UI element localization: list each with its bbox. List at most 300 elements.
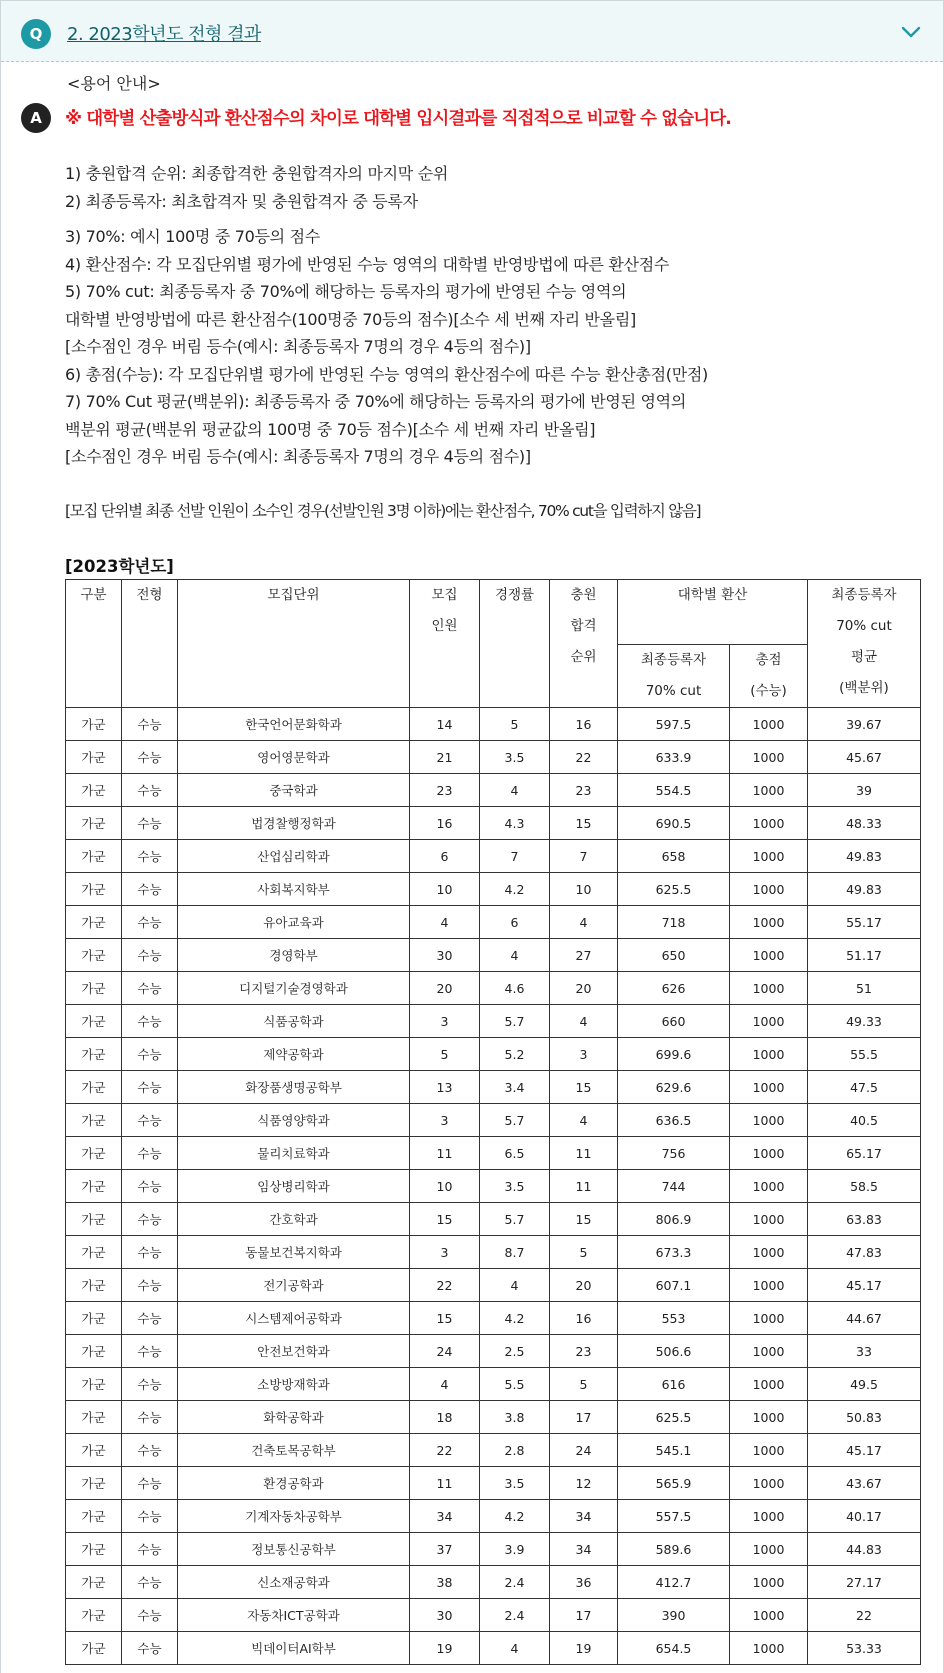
answer-badge: A — [21, 103, 51, 133]
warning-text: ※ 대학별 산출방식과 환산점수의 차이로 대학별 입시결과를 직접적으로 비교할 수 없습니다. — [65, 109, 731, 129]
cell-cut70: 589.6 — [618, 1533, 730, 1566]
cell-unit: 신소재공학과 — [178, 1566, 410, 1599]
cell-type: 수능 — [122, 1500, 178, 1533]
cell-category: 가군 — [66, 972, 122, 1005]
cell-quota: 18 — [410, 1401, 480, 1434]
cell-unit: 안전보건학과 — [178, 1335, 410, 1368]
cell-total: 1000 — [730, 1368, 808, 1401]
cell-cut70: 553 — [618, 1302, 730, 1335]
cell-avg: 48.33 — [808, 807, 921, 840]
cell-unit: 사회복지학부 — [178, 873, 410, 906]
cell-competition: 3.5 — [480, 1467, 550, 1500]
cell-avg: 47.5 — [808, 1071, 921, 1104]
cell-category: 가군 — [66, 1632, 122, 1665]
cell-avg: 22 — [808, 1599, 921, 1632]
cell-quota: 13 — [410, 1071, 480, 1104]
cell-type: 수능 — [122, 1038, 178, 1071]
question-title[interactable]: 2. 2023학년도 전형 결과 — [67, 24, 261, 45]
cell-type: 수능 — [122, 1599, 178, 1632]
table-row — [66, 1632, 921, 1665]
cell-waitlist: 4 — [550, 1104, 618, 1137]
cell-total: 1000 — [730, 1434, 808, 1467]
cell-category: 가군 — [66, 1368, 122, 1401]
cell-quota: 19 — [410, 1632, 480, 1665]
cell-category: 가군 — [66, 1071, 122, 1104]
table-row — [66, 1566, 921, 1599]
cell-type: 수능 — [122, 840, 178, 873]
cell-total: 1000 — [730, 1533, 808, 1566]
cell-type: 수능 — [122, 1005, 178, 1038]
cell-cut70: 658 — [618, 840, 730, 873]
cell-avg: 44.83 — [808, 1533, 921, 1566]
table-row — [66, 1434, 921, 1467]
cell-competition: 2.5 — [480, 1335, 550, 1368]
question-badge: Q — [21, 19, 51, 49]
header-category: 구분 — [66, 580, 122, 708]
cell-avg: 51 — [808, 972, 921, 1005]
cell-total: 1000 — [730, 939, 808, 972]
header-waitlist: 충원 합격 순위 — [550, 580, 618, 708]
cell-competition: 5.7 — [480, 1104, 550, 1137]
cell-type: 수능 — [122, 939, 178, 972]
cell-avg: 55.5 — [808, 1038, 921, 1071]
note-line: 3) 70%: 예시 100명 중 70등의 점수 — [65, 227, 320, 246]
cell-quota: 38 — [410, 1566, 480, 1599]
cell-avg: 39 — [808, 774, 921, 807]
cell-unit: 자동차ICT공학과 — [178, 1599, 410, 1632]
header-unit: 모집단위 — [178, 580, 410, 708]
table-row — [66, 708, 921, 741]
cell-competition: 5.7 — [480, 1005, 550, 1038]
chevron-down-icon[interactable] — [899, 20, 923, 44]
cell-total: 1000 — [730, 1599, 808, 1632]
table-row — [66, 1203, 921, 1236]
table-row — [66, 840, 921, 873]
cell-competition: 4 — [480, 939, 550, 972]
cell-cut70: 650 — [618, 939, 730, 972]
cell-avg: 49.83 — [808, 840, 921, 873]
cell-quota: 10 — [410, 873, 480, 906]
header-cut70: 최종등록자 70% cut — [618, 645, 730, 708]
cell-total: 1000 — [730, 873, 808, 906]
cell-competition: 4 — [480, 774, 550, 807]
table-row — [66, 1599, 921, 1632]
cell-avg: 44.67 — [808, 1302, 921, 1335]
cell-quota: 30 — [410, 939, 480, 972]
cell-unit: 환경공학과 — [178, 1467, 410, 1500]
selection-notice: [모집 단위별 최종 선발 인원이 소수인 경우(선발인원 3명 이하)에는 환산점수, 70% cut을 입력하지 않음] — [65, 502, 701, 520]
cell-total: 1000 — [730, 1170, 808, 1203]
cell-total: 1000 — [730, 1401, 808, 1434]
cell-type: 수능 — [122, 1533, 178, 1566]
cell-waitlist: 4 — [550, 906, 618, 939]
cell-type: 수능 — [122, 1368, 178, 1401]
cell-category: 가군 — [66, 1467, 122, 1500]
cell-total: 1000 — [730, 906, 808, 939]
note-line: 2) 최종등록자: 최초합격자 및 충원합격자 중 등록자 — [65, 191, 418, 211]
cell-competition: 4.2 — [480, 1302, 550, 1335]
cell-total: 1000 — [730, 1071, 808, 1104]
cell-cut70: 554.5 — [618, 774, 730, 807]
table-row — [66, 1038, 921, 1071]
cell-quota: 11 — [410, 1137, 480, 1170]
cell-waitlist: 5 — [550, 1368, 618, 1401]
cell-cut70: 744 — [618, 1170, 730, 1203]
cell-unit: 시스템제어공학과 — [178, 1302, 410, 1335]
cell-unit: 빅데이터AI학부 — [178, 1632, 410, 1665]
table-row — [66, 906, 921, 939]
cell-type: 수능 — [122, 1236, 178, 1269]
cell-cut70: 597.5 — [618, 708, 730, 741]
cell-waitlist: 11 — [550, 1170, 618, 1203]
cell-category: 가군 — [66, 906, 122, 939]
cell-avg: 65.17 — [808, 1137, 921, 1170]
cell-avg: 49.83 — [808, 873, 921, 906]
header-total: 총점 (수능) — [730, 645, 808, 708]
cell-competition: 7 — [480, 840, 550, 873]
cell-competition: 4.6 — [480, 972, 550, 1005]
table-row — [66, 972, 921, 1005]
cell-category: 가군 — [66, 1500, 122, 1533]
cell-waitlist: 11 — [550, 1137, 618, 1170]
cell-total: 1000 — [730, 1005, 808, 1038]
cell-avg: 27.17 — [808, 1566, 921, 1599]
cell-competition: 5.5 — [480, 1368, 550, 1401]
cell-unit: 임상병리학과 — [178, 1170, 410, 1203]
cell-type: 수능 — [122, 1071, 178, 1104]
header-quota: 모집 인원 — [410, 580, 480, 708]
cell-competition: 5.2 — [480, 1038, 550, 1071]
cell-competition: 6 — [480, 906, 550, 939]
cell-total: 1000 — [730, 1632, 808, 1665]
cell-avg: 45.67 — [808, 741, 921, 774]
cell-total: 1000 — [730, 1302, 808, 1335]
cell-type: 수능 — [122, 1137, 178, 1170]
cell-competition: 4.2 — [480, 1500, 550, 1533]
cell-type: 수능 — [122, 972, 178, 1005]
cell-type: 수능 — [122, 1203, 178, 1236]
table-row — [66, 1302, 921, 1335]
cell-waitlist: 27 — [550, 939, 618, 972]
table-row — [66, 1467, 921, 1500]
question-header[interactable] — [1, 0, 943, 62]
cell-cut70: 660 — [618, 1005, 730, 1038]
cell-cut70: 390 — [618, 1599, 730, 1632]
cell-avg: 40.5 — [808, 1104, 921, 1137]
cell-type: 수능 — [122, 741, 178, 774]
cell-category: 가군 — [66, 1236, 122, 1269]
cell-category: 가군 — [66, 873, 122, 906]
cell-avg: 55.17 — [808, 906, 921, 939]
table-row — [66, 1368, 921, 1401]
table-row — [66, 873, 921, 906]
cell-total: 1000 — [730, 1566, 808, 1599]
cell-unit: 디지털기술경영학과 — [178, 972, 410, 1005]
cell-waitlist: 12 — [550, 1467, 618, 1500]
cell-type: 수능 — [122, 1335, 178, 1368]
cell-competition: 3.8 — [480, 1401, 550, 1434]
cell-cut70: 607.1 — [618, 1269, 730, 1302]
cell-category: 가군 — [66, 1038, 122, 1071]
cell-total: 1000 — [730, 1335, 808, 1368]
cell-competition: 6.5 — [480, 1137, 550, 1170]
cell-cut70: 633.9 — [618, 741, 730, 774]
cell-competition: 8.7 — [480, 1236, 550, 1269]
cell-cut70: 412.7 — [618, 1566, 730, 1599]
cell-quota: 34 — [410, 1500, 480, 1533]
cell-competition: 3.5 — [480, 741, 550, 774]
cell-total: 1000 — [730, 1269, 808, 1302]
cell-waitlist: 34 — [550, 1500, 618, 1533]
cell-category: 가군 — [66, 1005, 122, 1038]
cell-quota: 5 — [410, 1038, 480, 1071]
cell-type: 수능 — [122, 1401, 178, 1434]
cell-competition: 4.2 — [480, 873, 550, 906]
cell-category: 가군 — [66, 1269, 122, 1302]
cell-cut70: 625.5 — [618, 873, 730, 906]
cell-total: 1000 — [730, 972, 808, 1005]
cell-quota: 14 — [410, 708, 480, 741]
cell-waitlist: 7 — [550, 840, 618, 873]
cell-avg: 43.67 — [808, 1467, 921, 1500]
cell-type: 수능 — [122, 1566, 178, 1599]
header-type: 전형 — [122, 580, 178, 708]
cell-unit: 간호학과 — [178, 1203, 410, 1236]
cell-category: 가군 — [66, 939, 122, 972]
cell-avg: 49.33 — [808, 1005, 921, 1038]
cell-category: 가군 — [66, 1302, 122, 1335]
cell-unit: 식품공학과 — [178, 1005, 410, 1038]
cell-quota: 37 — [410, 1533, 480, 1566]
cell-unit: 식품영양학과 — [178, 1104, 410, 1137]
cell-waitlist: 24 — [550, 1434, 618, 1467]
note-line: 1) 충원합격 순위: 최종합격한 충원합격자의 마지막 순위 — [65, 164, 449, 183]
cell-category: 가군 — [66, 741, 122, 774]
cell-quota: 4 — [410, 906, 480, 939]
cell-quota: 4 — [410, 1368, 480, 1401]
cell-competition: 3.9 — [480, 1533, 550, 1566]
cell-type: 수능 — [122, 1269, 178, 1302]
cell-cut70: 654.5 — [618, 1632, 730, 1665]
cell-type: 수능 — [122, 708, 178, 741]
cell-type: 수능 — [122, 906, 178, 939]
cell-type: 수능 — [122, 1170, 178, 1203]
cell-unit: 제약공학과 — [178, 1038, 410, 1071]
cell-avg: 49.5 — [808, 1368, 921, 1401]
table-row — [66, 1533, 921, 1566]
cell-avg: 53.33 — [808, 1632, 921, 1665]
cell-waitlist: 20 — [550, 972, 618, 1005]
table-row — [66, 1170, 921, 1203]
cell-cut70: 506.6 — [618, 1335, 730, 1368]
cell-type: 수능 — [122, 1302, 178, 1335]
term-notes — [65, 160, 925, 471]
table-row — [66, 1236, 921, 1269]
cell-avg: 39.67 — [808, 708, 921, 741]
table-row — [66, 807, 921, 840]
cell-quota: 15 — [410, 1302, 480, 1335]
cell-quota: 6 — [410, 840, 480, 873]
cell-unit: 물리치료학과 — [178, 1137, 410, 1170]
header-conversion: 대학별 환산 — [618, 580, 808, 645]
cell-category: 가군 — [66, 1137, 122, 1170]
cell-quota: 21 — [410, 741, 480, 774]
note-line: 7) 70% Cut 평균(백분위): 최종등록자 중 70%에 해당하는 등록자의 평가에 반영된 영역의 — [65, 392, 686, 411]
cell-waitlist: 23 — [550, 1335, 618, 1368]
cell-waitlist: 16 — [550, 708, 618, 741]
table-row — [66, 774, 921, 807]
table-row — [66, 741, 921, 774]
cell-avg: 51.17 — [808, 939, 921, 972]
cell-waitlist: 17 — [550, 1599, 618, 1632]
cell-total: 1000 — [730, 1236, 808, 1269]
cell-avg: 58.5 — [808, 1170, 921, 1203]
table-row — [66, 1104, 921, 1137]
cell-unit: 산업심리학과 — [178, 840, 410, 873]
cell-total: 1000 — [730, 840, 808, 873]
cell-cut70: 699.6 — [618, 1038, 730, 1071]
results-table — [65, 579, 921, 1665]
cell-unit: 경영학부 — [178, 939, 410, 972]
cell-type: 수능 — [122, 873, 178, 906]
cell-cut70: 636.5 — [618, 1104, 730, 1137]
cell-waitlist: 23 — [550, 774, 618, 807]
cell-cut70: 629.6 — [618, 1071, 730, 1104]
cell-quota: 10 — [410, 1170, 480, 1203]
header-competition: 경쟁률 — [480, 580, 550, 708]
cell-avg: 50.83 — [808, 1401, 921, 1434]
cell-quota: 3 — [410, 1104, 480, 1137]
note-line: 백분위 평균(백분위 평균값의 100명 중 70등 점수)[소수 세 번째 자리 반올림] — [65, 419, 596, 439]
note-line: 6) 총점(수능): 각 모집단위별 평가에 반영된 수능 영역의 환산점수에 따른 수능 환산총점(만점) — [65, 364, 708, 384]
cell-category: 가군 — [66, 1401, 122, 1434]
cell-competition: 4 — [480, 1269, 550, 1302]
cell-waitlist: 3 — [550, 1038, 618, 1071]
table-row — [66, 1335, 921, 1368]
cell-quota: 22 — [410, 1269, 480, 1302]
cell-unit: 전기공학과 — [178, 1269, 410, 1302]
cell-quota: 20 — [410, 972, 480, 1005]
cell-avg: 45.17 — [808, 1434, 921, 1467]
cell-total: 1000 — [730, 708, 808, 741]
cell-unit: 중국학과 — [178, 774, 410, 807]
cell-avg: 47.83 — [808, 1236, 921, 1269]
cell-quota: 22 — [410, 1434, 480, 1467]
terms-title: <용어 안내> — [67, 74, 161, 93]
cell-category: 가군 — [66, 840, 122, 873]
cell-total: 1000 — [730, 774, 808, 807]
cell-total: 1000 — [730, 807, 808, 840]
cell-quota: 24 — [410, 1335, 480, 1368]
cell-unit: 유아교육과 — [178, 906, 410, 939]
cell-waitlist: 4 — [550, 1005, 618, 1038]
cell-quota: 23 — [410, 774, 480, 807]
cell-waitlist: 34 — [550, 1533, 618, 1566]
cell-waitlist: 17 — [550, 1401, 618, 1434]
table-row — [66, 1500, 921, 1533]
cell-unit: 건축토목공학부 — [178, 1434, 410, 1467]
cell-competition: 4.3 — [480, 807, 550, 840]
cell-cut70: 673.3 — [618, 1236, 730, 1269]
table-row — [66, 939, 921, 972]
cell-category: 가군 — [66, 1599, 122, 1632]
cell-competition: 2.4 — [480, 1566, 550, 1599]
cell-cut70: 565.9 — [618, 1467, 730, 1500]
cell-cut70: 545.1 — [618, 1434, 730, 1467]
cell-category: 가군 — [66, 1566, 122, 1599]
cell-competition: 2.4 — [480, 1599, 550, 1632]
cell-competition: 4 — [480, 1632, 550, 1665]
table-row — [66, 1005, 921, 1038]
cell-unit: 소방방재학과 — [178, 1368, 410, 1401]
cell-total: 1000 — [730, 1203, 808, 1236]
cell-category: 가군 — [66, 708, 122, 741]
cell-quota: 16 — [410, 807, 480, 840]
cell-total: 1000 — [730, 1500, 808, 1533]
cell-waitlist: 16 — [550, 1302, 618, 1335]
cell-quota: 11 — [410, 1467, 480, 1500]
cell-avg: 45.17 — [808, 1269, 921, 1302]
cell-waitlist: 15 — [550, 1203, 618, 1236]
cell-waitlist: 36 — [550, 1566, 618, 1599]
table-row — [66, 1401, 921, 1434]
table-row — [66, 1269, 921, 1302]
cell-cut70: 690.5 — [618, 807, 730, 840]
cell-category: 가군 — [66, 807, 122, 840]
cell-waitlist: 20 — [550, 1269, 618, 1302]
cell-cut70: 625.5 — [618, 1401, 730, 1434]
cell-quota: 15 — [410, 1203, 480, 1236]
year-label: [2023학년도] — [65, 557, 174, 576]
cell-waitlist: 15 — [550, 807, 618, 840]
header-avg: 최종등록자 70% cut 평균 (백분위) — [808, 580, 921, 708]
cell-cut70: 557.5 — [618, 1500, 730, 1533]
cell-total: 1000 — [730, 741, 808, 774]
cell-competition: 5 — [480, 708, 550, 741]
cell-unit: 정보통신공학부 — [178, 1533, 410, 1566]
cell-cut70: 806.9 — [618, 1203, 730, 1236]
cell-unit: 한국언어문화학과 — [178, 708, 410, 741]
cell-cut70: 756 — [618, 1137, 730, 1170]
cell-quota: 3 — [410, 1236, 480, 1269]
cell-waitlist: 19 — [550, 1632, 618, 1665]
cell-quota: 3 — [410, 1005, 480, 1038]
cell-waitlist: 22 — [550, 741, 618, 774]
cell-category: 가군 — [66, 1104, 122, 1137]
cell-unit: 영어영문학과 — [178, 741, 410, 774]
cell-cut70: 616 — [618, 1368, 730, 1401]
cell-quota: 30 — [410, 1599, 480, 1632]
cell-unit: 화학공학과 — [178, 1401, 410, 1434]
cell-total: 1000 — [730, 1038, 808, 1071]
cell-category: 가군 — [66, 1434, 122, 1467]
cell-unit: 화장품생명공학부 — [178, 1071, 410, 1104]
cell-total: 1000 — [730, 1137, 808, 1170]
cell-waitlist: 10 — [550, 873, 618, 906]
cell-category: 가군 — [66, 774, 122, 807]
cell-type: 수능 — [122, 1632, 178, 1665]
cell-competition: 3.4 — [480, 1071, 550, 1104]
cell-category: 가군 — [66, 1533, 122, 1566]
cell-type: 수능 — [122, 1104, 178, 1137]
cell-cut70: 626 — [618, 972, 730, 1005]
cell-type: 수능 — [122, 1434, 178, 1467]
cell-total: 1000 — [730, 1467, 808, 1500]
cell-unit: 동물보건복지학과 — [178, 1236, 410, 1269]
note-line: 5) 70% cut: 최종등록자 중 70%에 해당하는 등록자의 평가에 반영된 수능 영역의 — [65, 282, 627, 301]
note-line: 대학별 반영방법에 따른 환산점수(100명중 70등의 점수)[소수 세 번째 자리 반올림] — [65, 309, 636, 329]
cell-competition: 2.8 — [480, 1434, 550, 1467]
